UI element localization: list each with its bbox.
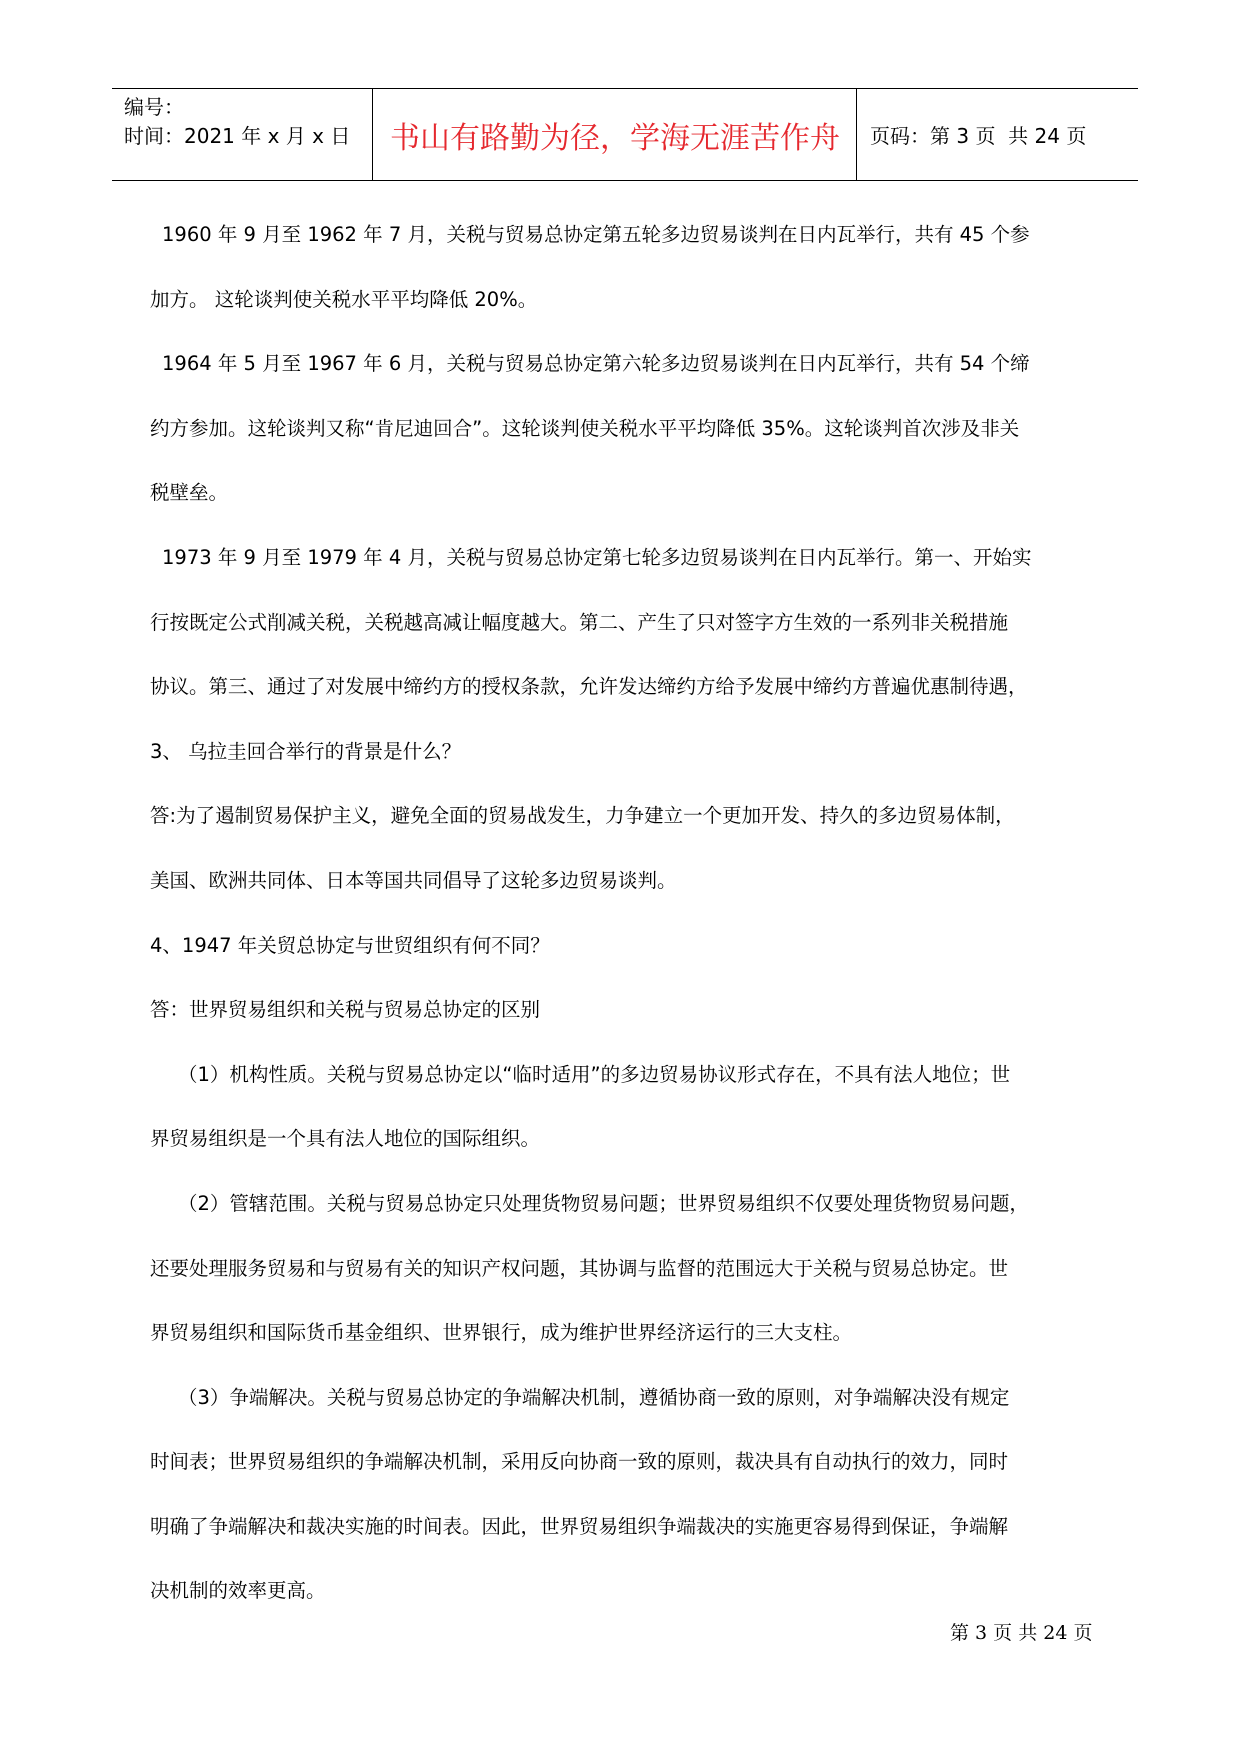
question-heading: 4、1947 年关贸总协定与世贸组织有何不同？: [150, 933, 550, 957]
body-line: 1973 年 9 月至 1979 年 4 月，关税与贸易总协定第七轮多边贸易谈判在日内瓦举行。第一、开始实: [162, 545, 1032, 569]
body-line: 决机制的效率更高。: [150, 1579, 326, 1603]
header-divider: [372, 89, 373, 180]
body-line: 时间表；世界贸易组织的争端解决机制，采用反向协商一致的原则，裁决具有自动执行的效力，同时: [150, 1450, 1009, 1474]
body-line: 行按既定公式削减关税，关税越高减让幅度越大。第二、产生了只对签字方生效的一系列非关税措施: [150, 610, 1009, 634]
body-line: 明确了争端解决和裁决实施的时间表。因此，世界贸易组织争端裁决的实施更容易得到保证，争端解: [150, 1514, 1009, 1538]
header-motto: 书山有路勤为径，学海无涯苦作舟: [390, 120, 840, 156]
header-meta: [124, 93, 350, 151]
body-line: 税壁垒。: [150, 481, 229, 505]
body-line: 界贸易组织和国际货币基金组织、世界银行，成为维护世界经济运行的三大支柱。: [150, 1321, 853, 1345]
question-heading: 3、 乌拉圭回合举行的背景是什么？: [150, 739, 462, 763]
body-line: 美国、欧洲共同体、日本等国共同倡导了这轮多边贸易谈判。: [150, 868, 677, 892]
document-header: [112, 88, 1138, 181]
body-line: 加方。 这轮谈判使关税水平平均降低 20%。: [150, 287, 538, 311]
document-body: [150, 219, 1100, 1640]
body-line: 1964 年 5 月至 1967 年 6 月，关税与贸易总协定第六轮多边贸易谈判在日内瓦举行，共有 54 个缔: [162, 352, 1030, 376]
body-line: （2）管辖范围。关税与贸易总协定只处理货物贸易问题；世界贸易组织不仅要处理货物贸易问题，: [178, 1191, 1029, 1215]
body-line: 还要处理服务贸易和与贸易有关的知识产权问题，其协调与监督的范围远大于关税与贸易总协定。世: [150, 1256, 1009, 1280]
header-divider: [856, 89, 857, 180]
page-footer: 第 3 页 共 24 页: [950, 1622, 1093, 1644]
body-line: 1960 年 9 月至 1962 年 7 月，关税与贸易总协定第五轮多边贸易谈判在日内瓦举行，共有 45 个参: [162, 223, 1030, 246]
body-line: 答:为了遏制贸易保护主义，避免全面的贸易战发生，力争建立一个更加开发、持久的多边贸易体制，: [150, 804, 1015, 828]
body-line: 协议。第三、通过了对发展中缔约方的授权条款，允许发达缔约方给予发展中缔约方普遍优惠制待遇，: [150, 675, 1028, 699]
document-time-label: 时间：2021 年 x 月 x 日: [124, 124, 351, 148]
body-line: 界贸易组织是一个具有法人地位的国际组织。: [150, 1127, 541, 1151]
body-line: 答：世界贸易组织和关税与贸易总协定的区别: [150, 998, 541, 1022]
body-line: （3）争端解决。关税与贸易总协定的争端解决机制，遵循协商一致的原则，对争端解决没有规定: [178, 1385, 1010, 1409]
body-line: （1）机构性质。关税与贸易总协定以“临时适用”的多边贸易协议形式存在，不具有法人地位；世: [178, 1062, 1011, 1086]
header-page-number: 页码：第 3 页 共 24 页: [870, 124, 1087, 148]
body-line: 约方参加。这轮谈判又称“肯尼迪回合”。这轮谈判使关税水平平均降低 35%。这轮谈判首次涉及非关: [150, 416, 1020, 440]
document-number-label: 编号：: [124, 95, 184, 119]
